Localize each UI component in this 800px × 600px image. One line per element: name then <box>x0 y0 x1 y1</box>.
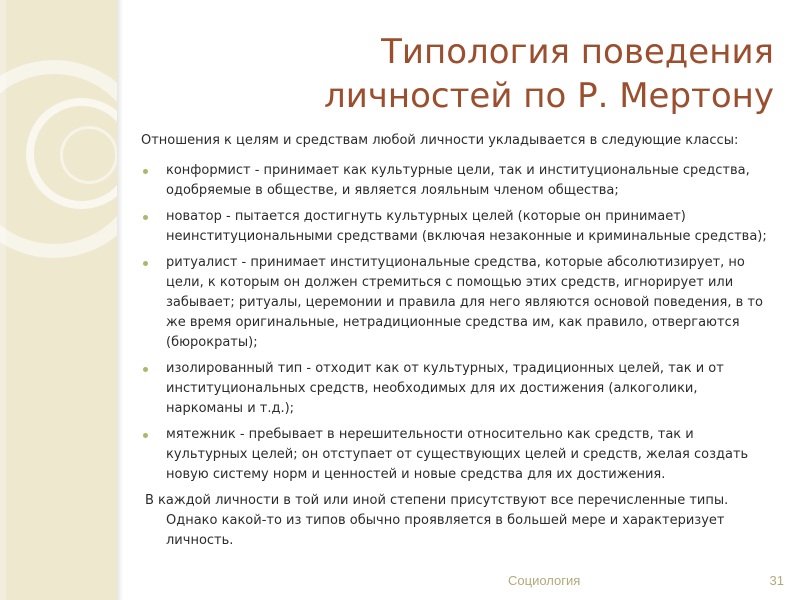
list-item-text: изолированный тип - отходит как от культурных, традиционных целей, так и от институциональных средств, необходимых для их достижения (алкоголики, наркоманы и т.д.); <box>166 361 724 416</box>
list-item <box>141 359 776 419</box>
bullet-icon <box>143 367 148 372</box>
list-item <box>141 253 776 353</box>
slide-title-line-2: личностей по Р. Мертону <box>323 76 774 116</box>
bullet-icon <box>143 433 148 438</box>
page-number: 31 <box>769 573 784 588</box>
footer-subject: Социология <box>508 573 581 588</box>
decorative-side-band <box>0 0 117 600</box>
conclusion-text: В каждой личности в той или иной степени присутствуют все перечисленные типы. Однако какой-то из типов обычно проявляется в большей мере и характеризует личность. <box>145 493 729 548</box>
bullet-icon <box>143 261 148 266</box>
list-item-text: мятежник - пребывает в нерешительности относительно как средств, так и культурных целей; он отступает от существующих целей и средств, желая создать новую систему норм и ценностей и новые средства для их достижения. <box>166 427 749 482</box>
bullet-icon <box>143 215 148 220</box>
list-item <box>141 425 776 485</box>
slide-title <box>174 30 774 118</box>
bullet-icon <box>143 169 148 174</box>
list-item-text: конформист - принимает как культурные цели, так и институциональные средства, одобряемые в обществе, и является лояльным членом общества; <box>166 163 750 198</box>
slide-body <box>141 131 776 551</box>
slide-title-line-1: Типология поведения <box>381 32 774 72</box>
list-item <box>141 207 776 247</box>
list-item <box>141 161 776 201</box>
list-item-text: ритуалист - принимает институциональные средства, которые абсолютизирует, но цели, к которым он должен стремиться с помощью этих средств, игнорирует или забывает; ритуалы, церемонии и правила для него являются основой поведения, в то же время оригинальные, нетрадиционные средства им, как правило, отвергаются (бюрократы); <box>166 255 763 350</box>
bullet-list <box>141 161 776 485</box>
intro-text: Отношения к целям и средствам любой личности укладывается в следующие классы: <box>141 133 739 148</box>
band-shadow <box>117 0 123 600</box>
decorative-ring-icon <box>60 126 118 184</box>
list-item-text: новатор - пытается достигнуть культурных целей (которые он принимает) неинституциональными средствами (включая незаконные и криминальные средства); <box>166 209 767 244</box>
